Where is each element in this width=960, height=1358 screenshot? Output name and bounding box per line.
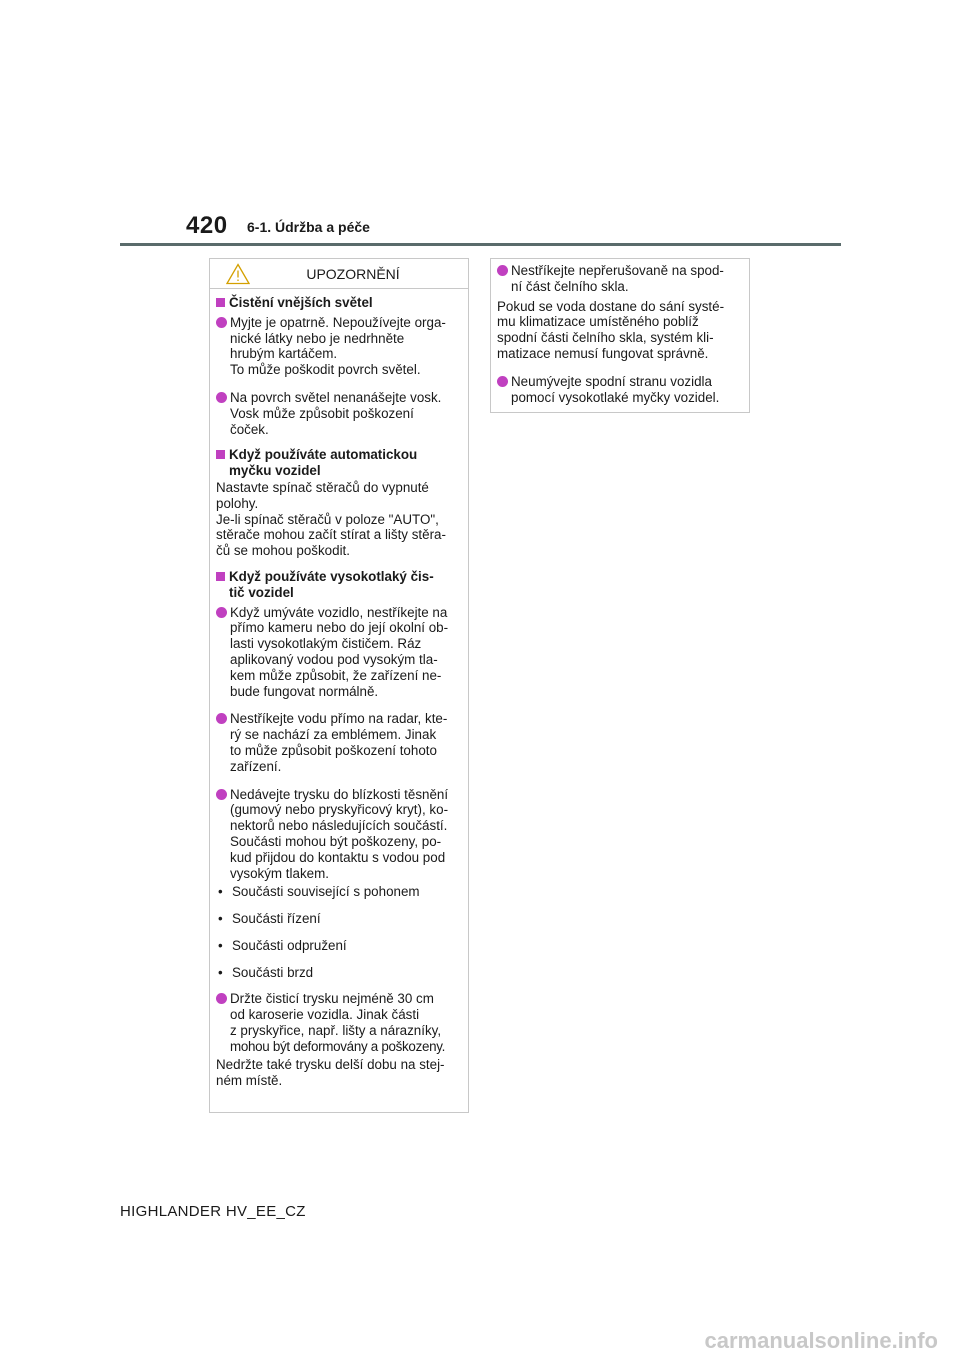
sub-list-item [216, 884, 462, 911]
header-rule [120, 243, 841, 246]
round-bullet-icon [216, 713, 227, 724]
text-line: Pokud se voda dostane do sání systé- [497, 298, 725, 314]
paragraph [497, 299, 743, 362]
warning-content-right [491, 259, 749, 405]
sub-list-text: Součásti řízení [232, 911, 321, 927]
dot-bullet-icon: • [218, 911, 223, 927]
section-heading [216, 447, 462, 479]
text-line: z pryskyřice, např. lišty a nárazníky, [230, 1022, 442, 1038]
text-line: mu klimatizace umístěného poblíž [497, 314, 699, 330]
text-line: to může způsobit poškození tohoto [230, 742, 437, 758]
text-line: od karoserie vozidla. Jinak části [230, 1007, 420, 1023]
section-heading-text: myčku vozidel [229, 463, 321, 479]
text-line: Vosk může způsobit poškození [230, 405, 414, 421]
section-heading-text: Když používáte automatickou [229, 447, 418, 463]
list-item [216, 315, 462, 378]
text-line: Myjte je opatrně. Nepoužívejte orga- [230, 314, 446, 330]
round-bullet-icon [216, 789, 227, 800]
warning-label: UPOZORNĚNÍ [306, 265, 400, 282]
text-line: spodní části čelního skla, systém kli- [497, 330, 714, 346]
section-title: 6-1. Údržba a péče [247, 219, 370, 235]
round-bullet-icon [216, 317, 227, 328]
sub-list-text: Součásti související s pohonem [232, 884, 420, 900]
list-item [497, 374, 743, 406]
paragraph [216, 480, 462, 559]
watermark: carmanualsonline.info [704, 1328, 938, 1353]
text-line: Neumývejte spodní stranu vozidla [511, 373, 712, 389]
text-line: Držte čisticí trysku nejméně 30 cm [230, 991, 434, 1007]
round-bullet-icon [216, 993, 227, 1004]
text-line: Nedržte také trysku delší dobu na stej- [216, 1057, 445, 1073]
text-line: hrubým kartáčem. [230, 346, 338, 362]
text-line: Součásti mohou být poškozeny, po- [230, 833, 442, 849]
section-heading-text: Když používáte vysokotlaký čis- [229, 568, 434, 584]
text-line: Nastavte spínač stěračů do vypnuté [216, 479, 429, 495]
text-line: čů se mohou poškodit. [216, 543, 350, 559]
list-item [216, 390, 462, 437]
text-line: Nestříkejte vodu přímo na radar, kte- [230, 711, 448, 727]
list-item [497, 263, 743, 295]
dot-bullet-icon: • [218, 965, 223, 981]
text-line: stěrače mohou začít stírat a lišty stěra- [216, 527, 446, 543]
text-line: Nedávejte trysku do blízkosti těsnění [230, 786, 449, 802]
text-line: Nestříkejte nepřerušovaně na spod- [511, 263, 724, 278]
warning-box-left [209, 258, 469, 1113]
list-item [216, 605, 462, 700]
text-line: ní část čelního skla. [511, 278, 629, 294]
text-line: nektorů nebo následujících součástí. [230, 818, 448, 834]
square-bullet-icon [216, 450, 225, 459]
text-line: rý se nachází za emblémem. Jinak [230, 727, 437, 743]
round-bullet-icon [216, 607, 227, 618]
list-item [216, 991, 462, 1054]
sub-list-text: Součásti odpružení [232, 938, 347, 954]
text-line: matizace nemusí fungovat správně. [497, 345, 709, 361]
text-line: polohy. [216, 495, 259, 511]
section-heading-text: tič vozidel [229, 584, 294, 600]
text-line: pomocí vysokotlaké myčky vozidel. [511, 389, 720, 405]
footer-model: HIGHLANDER HV_EE_CZ [120, 1203, 306, 1220]
section-heading [216, 569, 462, 601]
list-item [216, 711, 462, 774]
text-line: Na povrch světel nenanášejte vosk. [230, 389, 442, 405]
text-line: mohou být deformovány a poškozeny. [230, 1038, 446, 1054]
text-line: ném místě. [216, 1073, 283, 1089]
text-line: aplikovaný vodou pod vysokým tla- [230, 651, 438, 667]
warning-triangle-icon [226, 263, 250, 285]
text-line: To může poškodit povrch světel. [230, 362, 421, 378]
text-line: kem může způsobit, že zařízení ne- [230, 667, 442, 683]
warning-header [210, 259, 468, 289]
section-heading-text: Čistění vnějších světel [229, 295, 373, 310]
round-bullet-icon [497, 376, 508, 387]
list-item [216, 787, 462, 882]
section-heading [216, 295, 462, 311]
text-line: přímo kameru nebo do její okolní ob- [230, 620, 449, 636]
text-line: lasti vysokotlakým čističem. Ráz [230, 636, 422, 652]
sub-list-item [216, 965, 462, 987]
warning-content-left [210, 289, 468, 1089]
dot-bullet-icon: • [218, 938, 223, 954]
text-line: nické látky nebo je nedrhněte [230, 330, 405, 346]
text-line: zařízení. [230, 758, 282, 774]
square-bullet-icon [216, 572, 225, 581]
warning-box-right [490, 258, 750, 413]
square-bullet-icon [216, 298, 225, 307]
text-line: Když umýváte vozidlo, nestříkejte na [230, 604, 448, 620]
text-line: kud přijdou do kontaktu s vodou pod [230, 849, 446, 865]
text-line: vysokým tlakem. [230, 865, 329, 881]
sub-list-item [216, 938, 462, 965]
text-line: (gumový nebo pryskyřicový kryt), ko- [230, 802, 449, 818]
round-bullet-icon [497, 265, 508, 276]
page-number: 420 [186, 212, 228, 239]
text-line: čoček. [230, 421, 269, 437]
round-bullet-icon [216, 392, 227, 403]
text-line: bude fungovat normálně. [230, 683, 379, 699]
dot-bullet-icon: • [218, 884, 223, 900]
text-line: Je-li spínač stěračů v poloze "AUTO", [216, 511, 439, 527]
sub-list-text: Součásti brzd [232, 965, 314, 981]
paragraph [216, 1057, 462, 1089]
sub-list-item [216, 911, 462, 938]
